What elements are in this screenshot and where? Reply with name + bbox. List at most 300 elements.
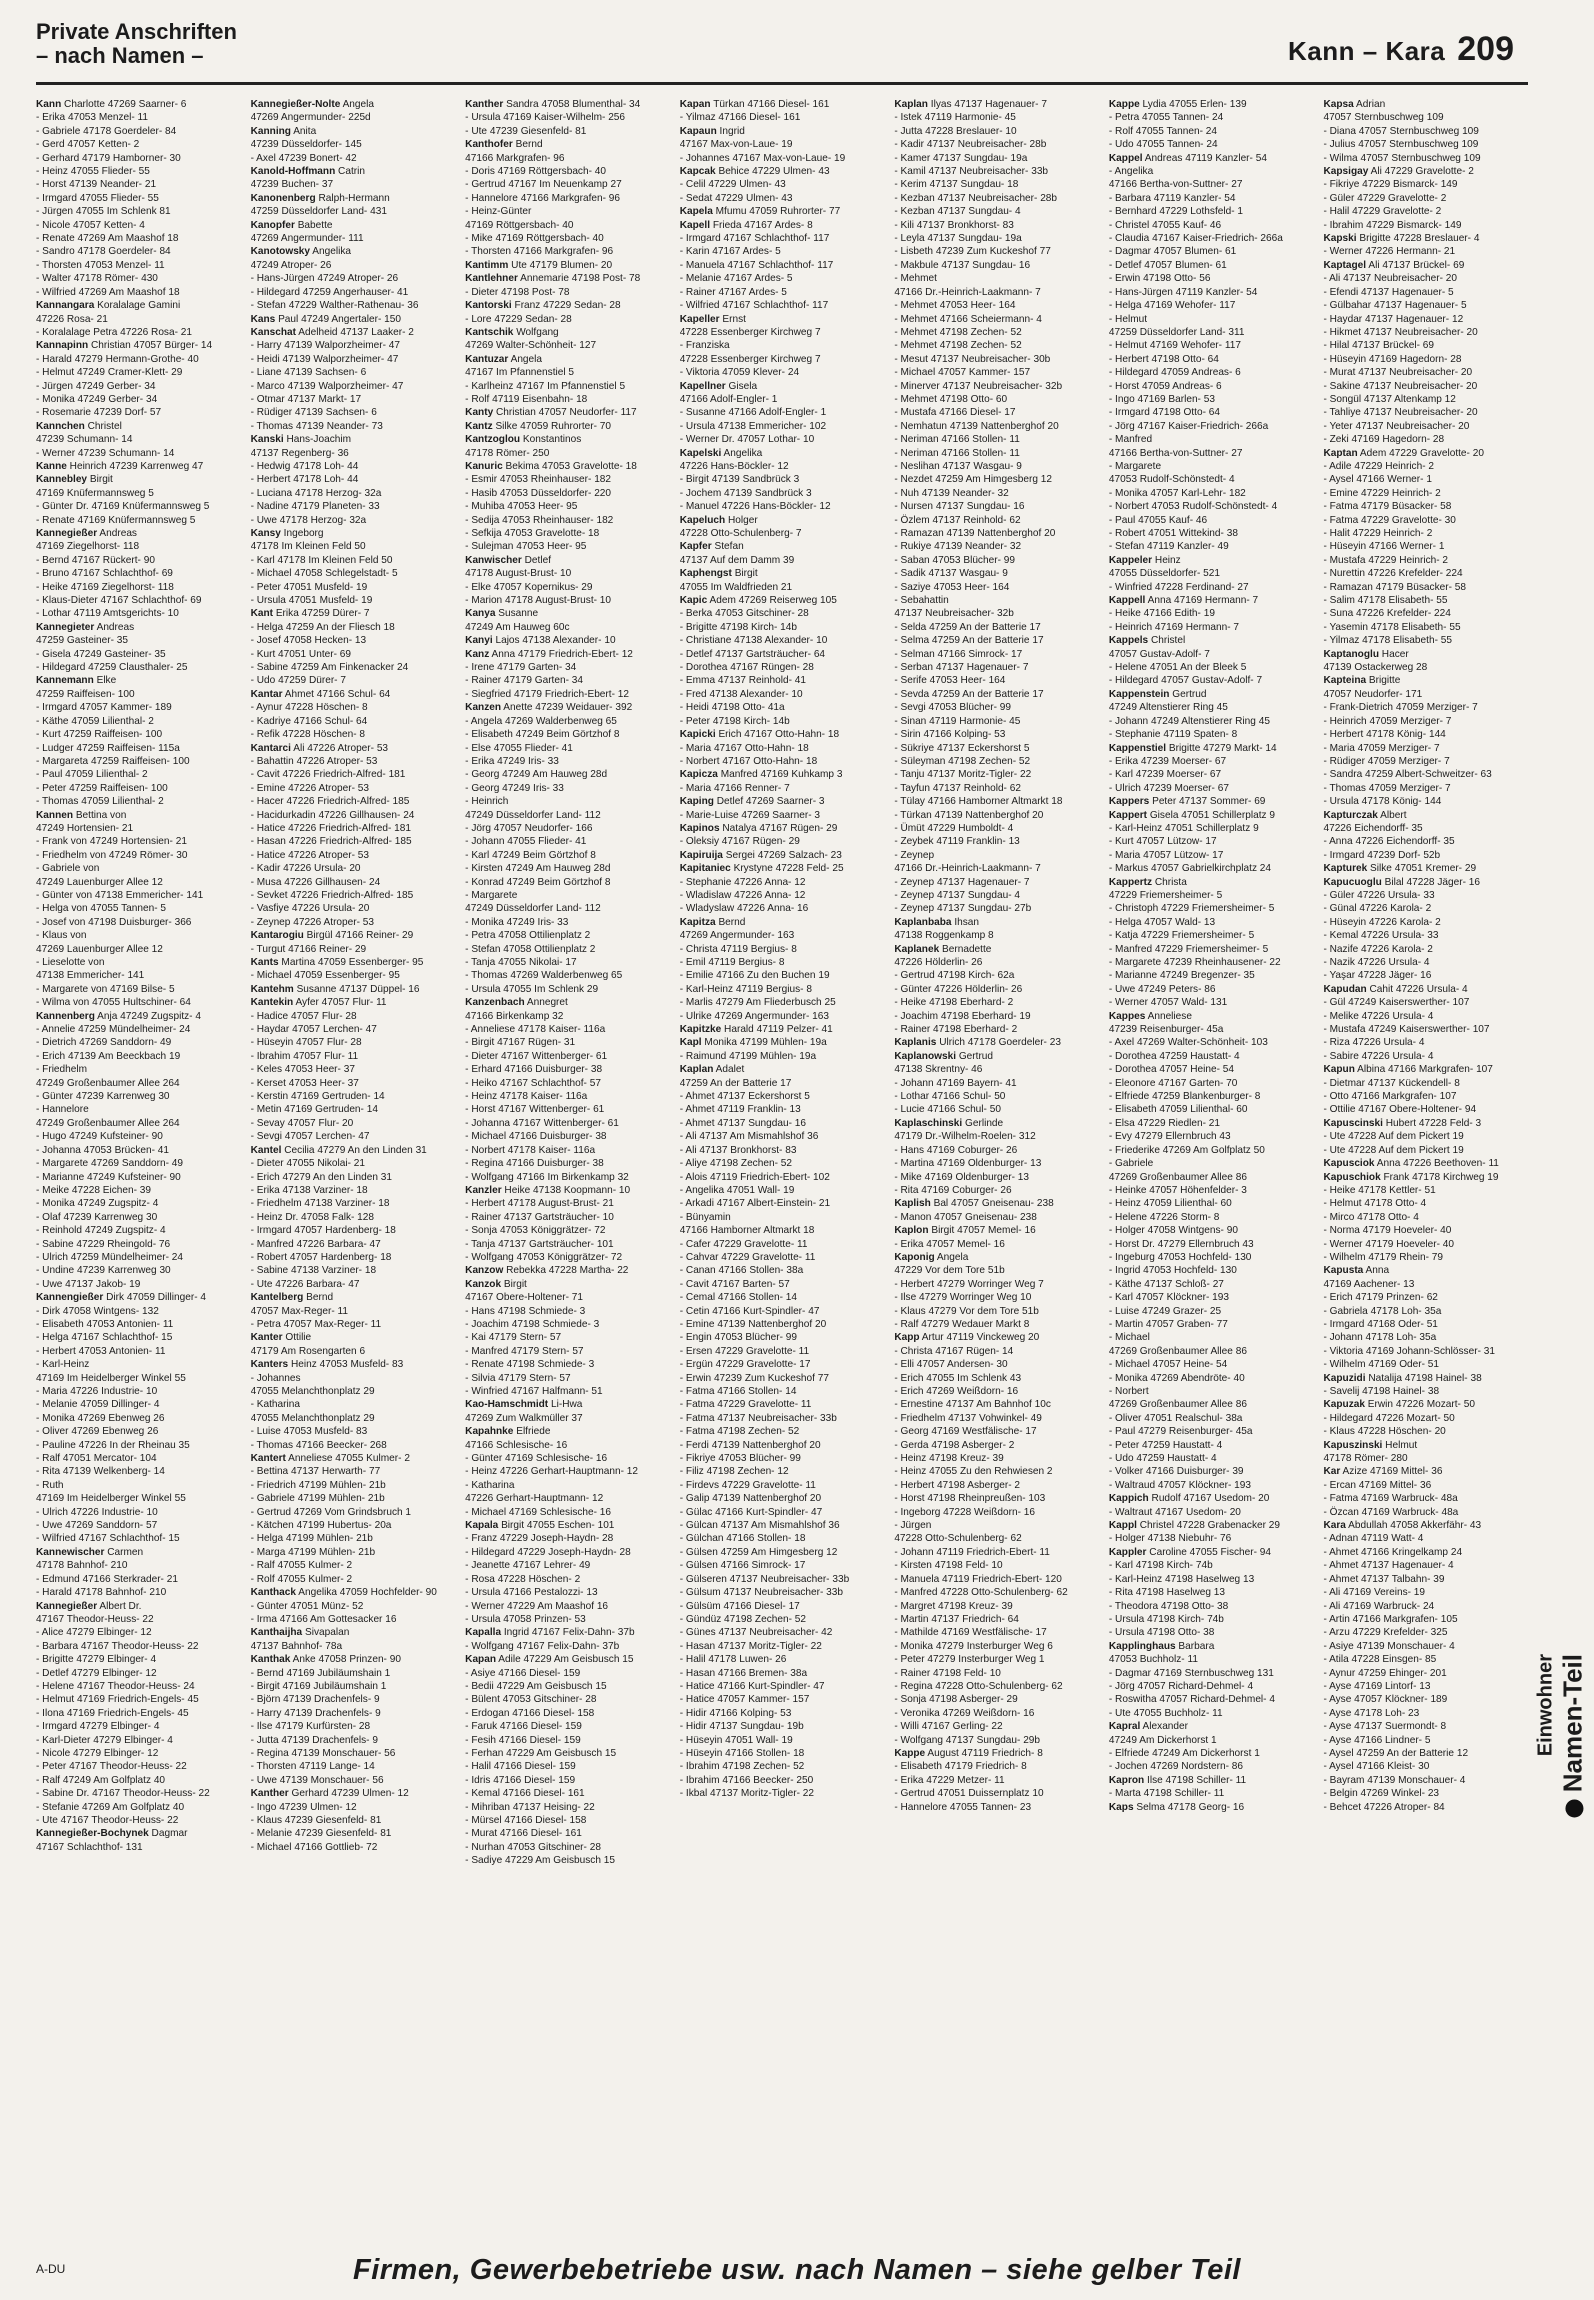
directory-columns [36,98,1528,2228]
directory-entry: - Axel 47239 Bonert- 42 [250,152,357,164]
directory-entry: - Adile 47229 Heinrich- 2 [1323,460,1435,472]
directory-entry: - Käthe 47137 Schloß- 27 [1108,1278,1224,1290]
directory-entry: Kanzler Heike 47138 Koopmann- 10 [465,1184,631,1196]
directory-entry: 47137 Auf dem Damm 39 [679,554,795,566]
directory-entry: - Stefan 47119 Kanzler- 49 [1108,541,1229,553]
directory-entry: - Gülac 47166 Kurt-Spindler- 47 [679,1506,823,1518]
directory-entry: - Paul 47059 Lilienthal- 2 [36,769,148,781]
directory-entry: - Alois 47119 Friedrich-Ebert- 102 [679,1171,830,1183]
directory-entry: Kapahnke Elfriede [465,1426,551,1438]
directory-entry: - Roswitha 47057 Richard-Dehmel- 4 [1108,1694,1275,1706]
directory-entry: - Elfriede 47249 Am Dickerhorst 1 [1108,1747,1260,1759]
directory-entry: - Ali 47137 Neubreisacher- 20 [1323,273,1458,285]
directory-column [1109,98,1314,2228]
directory-entry: - Ralf 47055 Kulmer- 2 [250,1560,353,1572]
directory-entry: Kapuscinski Hubert 47228 Feld- 3 [1323,1117,1482,1129]
directory-entry: Kannegießer Albert Dr. [36,1600,142,1612]
directory-entry: - Zeynep 47137 Hagenauer- 7 [894,876,1030,888]
directory-entry: 47229 Friemersheimer- 5 [1108,889,1223,901]
directory-entry: Kapucuoglu Bilal 47228 Jäger- 16 [1323,876,1480,888]
directory-entry: Kann Charlotte 47269 Saarner- 6 [36,99,187,110]
directory-entry: - Manfred [1108,434,1153,446]
directory-entry: - Vasfiye 47226 Ursula- 20 [250,903,370,915]
directory-entry: - Tahliye 47137 Neubreisacher- 20 [1323,407,1478,419]
directory-entry: Kaplish Bal 47057 Gneisenau- 238 [894,1198,1054,1210]
directory-entry: - Yilmaz 47178 Elisabeth- 55 [1323,635,1452,647]
directory-entry: - Uwe 47137 Jakob- 19 [36,1278,141,1290]
directory-entry: - Viktoria 47169 Johann-Schlösser- 31 [1323,1345,1495,1357]
directory-entry: - Martin 47057 Graben- 77 [1108,1318,1228,1330]
directory-entry: Kara Abdullah 47058 Akkerfähr- 43 [1323,1520,1482,1532]
directory-entry: - Sirin 47166 Kolping- 53 [894,729,1006,741]
directory-entry: 47169 Im Heidelberger Winkel 55 [36,1493,186,1505]
footer-code: A-DU [36,2262,66,2276]
directory-entry: - Kai 47179 Stern- 57 [465,1332,562,1344]
directory-entry: - Thorsten 47053 Menzel- 11 [36,259,165,271]
directory-entry: Kappenstein Gertrud [1108,688,1207,700]
directory-entry: - Hikmet 47137 Neubreisacher- 20 [1323,326,1478,338]
directory-entry: - Margarete [465,889,518,901]
directory-entry: - Süleyman 47198 Zechen- 52 [894,755,1031,767]
directory-entry: - Paul 47279 Reisenburger- 45a [1108,1426,1253,1438]
directory-entry: Kantar Ahmet 47166 Schul- 64 [250,688,391,700]
directory-entry: - Hüseyin 47057 Flur- 28 [250,1037,362,1049]
directory-entry: - Hacer 47226 Friedrich-Alfred- 185 [250,796,410,808]
directory-column [680,98,885,2228]
directory-entry: - Bernhard 47229 Lothsfeld- 1 [1108,206,1244,218]
directory-entry: - Ferhan 47229 Am Geisbusch 15 [465,1747,617,1759]
directory-entry: - Erika 47229 Metzer- 11 [894,1774,1005,1786]
directory-entry: - Martina 47169 Oldenburger- 13 [894,1158,1042,1170]
directory-entry: - Türkan 47139 Nattenberghof 20 [894,809,1044,821]
directory-entry: 47178 Im Kleinen Feld 50 [250,541,366,553]
side-tab-big-text [1557,1654,1588,1823]
directory-entry: Kantekin Ayfer 47057 Flur- 11 [250,997,387,1009]
directory-entry: - Erika 47053 Menzel- 11 [36,112,149,124]
directory-entry: - Herbert 47178 König- 144 [1323,729,1446,741]
directory-entry: 47166 Bertha-von-Suttner- 27 [1108,179,1243,191]
directory-column [465,98,670,2228]
directory-entry: - Mehmet 47166 Scheiermann- 4 [894,313,1042,325]
directory-entry: - Wilhelm 47169 Oder- 51 [1323,1359,1440,1371]
directory-entry: 47249 Am Hauweg 60c [465,621,570,633]
directory-entry: - Elli 47057 Andersen- 30 [894,1359,1008,1371]
directory-entry: - Asiye 47139 Monschauer- 4 [1323,1640,1455,1652]
directory-entry: - Ahmet 47137 Hagenauer- 4 [1323,1560,1454,1572]
directory-entry: - Rainer 47179 Garten- 34 [465,675,583,687]
directory-entry: - Käthe 47059 Lilienthal- 2 [36,715,154,727]
header-rule [36,82,1528,85]
directory-entry: - Hasib 47053 Düsseldorfer- 220 [465,487,612,499]
directory-entry: - Hatice 47226 Friedrich-Alfred- 181 [250,822,412,834]
directory-entry: Kappell Anna 47169 Hermann- 7 [1108,595,1259,607]
directory-entry: - Jochem 47139 Sandbrück 3 [679,487,812,499]
directory-entry: 47169 Röttgersbach- 40 [465,219,574,231]
directory-entry: 47057 Neudorfer- 171 [1323,688,1423,700]
directory-entry: 47269 Großenbaumer Allee 86 [1108,1399,1247,1411]
directory-entry: - Klaus 47239 Giesenfeld- 81 [250,1815,382,1826]
directory-entry: - Zeynep 47137 Sungdau- 27b [894,903,1032,915]
directory-entry: - Serife 47053 Heer- 164 [894,675,1006,687]
directory-entry: - Axel 47269 Walter-Schönheit- 103 [1108,1037,1268,1049]
directory-entry: - Nicole 47057 Ketten- 4 [36,219,145,231]
directory-entry: - Kurt 47051 Unter- 69 [250,648,352,660]
directory-entry: - Renate 47269 Am Maashof 18 [36,233,179,245]
directory-entry: - Renate 47198 Schmiede- 3 [465,1359,595,1371]
directory-entry: - Ute 47228 Auf dem Pickert 19 [1323,1144,1464,1156]
directory-entry: - Mehmet 47198 Otto- 60 [894,393,1008,405]
directory-entry: - Emine 47226 Atroper- 53 [250,782,369,794]
directory-entry: - Norma 47179 Hoeveler- 40 [1323,1225,1452,1237]
directory-entry: - Herbert 47279 Worringer Weg 7 [894,1278,1044,1290]
directory-entry: - Ahmet 47166 Kringelkamp 24 [1323,1546,1463,1558]
directory-entry: - Helga 47199 Mühlen- 21b [250,1533,373,1545]
directory-entry: - Heinrich 47169 Hermann- 7 [1108,621,1240,633]
directory-entry: Kaps Selma 47178 Georg- 16 [1108,1801,1245,1813]
directory-entry: - Karlheinz 47167 Im Pfannenstiel 5 [465,380,626,392]
directory-entry: - Ralf 47279 Wedauer Markt 8 [894,1318,1030,1330]
directory-entry: - Herbert 47178 Loh- 44 [250,474,359,486]
directory-entry: - Jürgen [894,1520,932,1532]
directory-entry: - Ibrahim 47229 Bismarck- 149 [1323,219,1462,231]
directory-entry: - Birgit 47139 Sandbrück 3 [679,474,800,486]
directory-entry: Kannen Bettina von [36,809,127,821]
directory-entry: - Christiane 47138 Alexander- 10 [679,635,828,647]
directory-entry: - Ulrich 47226 Industrie- 10 [36,1506,158,1518]
directory-entry: 47259 Gasteiner- 35 [36,635,129,647]
directory-entry: - Joachim 47198 Schmiede- 3 [465,1318,600,1330]
directory-entry: - Stephanie 47119 Spaten- 8 [1108,729,1238,741]
name-range: Kann – Kara [1288,36,1446,66]
directory-entry: - Horst Dr. 47279 Ellernbruch 43 [1108,1238,1254,1250]
directory-entry: - Gülseren 47137 Neubreisacher- 33b [679,1573,850,1585]
directory-entry: - Klaus-Dieter 47167 Schlachthof- 69 [36,595,202,607]
directory-entry: - Lothar 47166 Schul- 50 [894,1091,1006,1103]
directory-entry: - Hannelore 47166 Markgrafen- 96 [465,192,621,204]
directory-entry: - Johann 47249 Altenstierer Ring 45 [1108,715,1270,727]
directory-entry: - Manuela 47167 Schlachthof- 117 [679,259,834,271]
directory-entry: Kanthack Angelika 47059 Hochfelder- 90 [250,1587,437,1599]
page-title-line-1: Private Anschriften [36,19,237,44]
directory-entry: - Zeynep 47137 Sungdau- 4 [894,889,1021,901]
directory-entry: - Tülay 47166 Hamborner Altmarkt 18 [894,796,1063,808]
directory-entry: - Brigitte 47279 Elbinger- 4 [36,1654,157,1666]
directory-entry: - Kezban 47137 Neubreisacher- 28b [894,192,1058,204]
directory-entry: - Fred 47138 Alexander- 10 [679,688,803,700]
directory-entry: Kantuzar Angela [465,353,543,365]
directory-entry: - Margarete von 47169 Bilse- 5 [36,983,175,995]
directory-entry: - Mürsel 47166 Diesel- 158 [465,1815,587,1826]
directory-column [36,98,241,2228]
directory-entry: 47169 Aachener- 13 [1323,1278,1415,1290]
directory-entry: 47226 Rosa- 21 [36,313,108,325]
directory-entry: - Erwin 47239 Zum Kuckeshof 77 [679,1372,829,1384]
directory-entry: - Haydar 47057 Lerchen- 47 [250,1024,377,1036]
directory-entry: Kannapinn Christian 47057 Bürger- 14 [36,340,213,352]
directory-entry: - Erika 47138 Varziner- 18 [250,1184,368,1196]
directory-entry: - Dorothea 47167 Rüngen- 28 [679,662,814,674]
directory-entry: - Günal 47226 Karola- 2 [1323,903,1432,915]
directory-entry: Kapelski Angelika [679,447,763,459]
directory-entry: - Werner 47057 Wald- 131 [1108,997,1228,1009]
directory-entry: - Kili 47137 Bronkhorst- 83 [894,219,1014,231]
directory-entry: - Karin 47167 Ardes- 5 [679,246,781,258]
directory-entry: - Günter von 47138 Emmericher- 141 [36,889,204,901]
directory-entry: - Ingo 47169 Barlen- 53 [1108,393,1215,405]
directory-entry: - Saban 47053 Blücher- 99 [894,554,1015,566]
directory-entry: - Ibrahim 47057 Flur- 11 [250,1050,359,1062]
directory-entry: Kapicki Erich 47167 Otto-Hahn- 18 [679,729,840,741]
directory-entry: - Mustafa 47249 Kaiserswerther- 107 [1323,1024,1490,1036]
directory-entry: - Bülent 47053 Gitschiner- 28 [465,1694,597,1706]
directory-entry: Kapaun Ingrid [679,125,745,137]
directory-entry: - Sevda 47259 An der Batterie 17 [894,688,1044,700]
directory-entry: - Berka 47053 Gitschiner- 28 [679,608,809,620]
directory-entry: - Nazik 47226 Ursula- 4 [1323,957,1430,968]
directory-entry: - Fatma 47137 Neubreisacher- 33b [679,1412,837,1424]
directory-entry: - Alice 47279 Elbinger- 12 [36,1627,152,1639]
directory-entry: - Johann 47178 Loh- 35a [1323,1332,1437,1344]
directory-entry: - Ercan 47169 Mittel- 36 [1323,1479,1432,1491]
directory-entry: Kapcak Behice 47229 Ulmen- 43 [679,166,830,178]
directory-entry: Kantz Silke 47059 Ruhrorter- 70 [465,420,612,432]
directory-entry: - Monika 47249 Gerber- 34 [36,393,158,405]
directory-entry: - Michael 47166 Duisburger- 38 [465,1131,607,1143]
directory-entry: - Gertrud 47269 Vom Grindsbruch 1 [250,1506,412,1518]
directory-entry: - Sulejman 47053 Heer- 95 [465,541,587,553]
directory-entry: - Bahattin 47226 Atroper- 53 [250,755,378,767]
directory-entry: - Lieselotte von [36,957,105,968]
directory-entry: - Fatma 47169 Warbruck- 48a [1323,1493,1458,1505]
directory-entry: 47169 Ziegelhorst- 118 [36,541,140,553]
directory-entry: Kapski Brigitte 47228 Breslauer- 4 [1323,233,1480,245]
directory-entry: - Herbert 47198 Otto- 64 [1108,353,1219,365]
directory-entry: - Hannelore [36,1104,89,1116]
directory-entry: Kapturek Silke 47051 Kremer- 29 [1323,863,1477,875]
directory-entry: - Wilfried 47167 Schlachthof- 15 [36,1533,180,1545]
directory-entry: - Mehmet [894,273,937,285]
directory-entry: 47166 Dr.-Heinrich-Laakmann- 7 [894,863,1041,875]
directory-entry: - Wolfgang 47167 Felix-Dahn- 37b [465,1640,620,1652]
directory-entry: - Angela 47269 Walderbenweg 65 [465,715,617,727]
directory-entry: - Kerstin 47169 Gertruden- 14 [250,1091,385,1103]
directory-entry: - Marta 47198 Schiller- 11 [1108,1788,1225,1800]
directory-entry: - Ahmet 47137 Sungdau- 16 [679,1117,806,1129]
directory-entry: - Wilma 47057 Sternbuschweg 109 [1323,152,1481,164]
directory-entry: - Hatice 47166 Kurt-Spindler- 47 [679,1680,825,1692]
directory-entry: - Yaşar 47228 Jäger- 16 [1323,970,1432,982]
directory-entry: - Friedrich 47199 Mühlen- 21b [250,1479,386,1491]
directory-entry: Kappels Christel [1108,635,1186,647]
directory-entry: - Gertrud 47051 Duissernplatz 10 [894,1788,1044,1800]
directory-entry: Kapplinghaus Barbara [1108,1640,1215,1652]
directory-entry: Kannchen Christel [36,420,122,432]
directory-entry: 47228 Otto-Schulenberg- 7 [679,528,802,539]
directory-entry: - Nursen 47137 Sungdau- 16 [894,501,1025,513]
directory-entry: - Marianne 47249 Bregenzer- 35 [1108,970,1255,982]
directory-entry: - Claudia 47167 Kaiser-Friedrich- 266a [1108,233,1283,245]
directory-entry: - Dieter 47055 Nikolai- 21 [250,1158,366,1170]
directory-entry: - Dieter 47167 Wittenberger- 61 [465,1050,608,1062]
directory-entry: - Günter 47239 Karrenweg 30 [36,1091,170,1103]
directory-entry: - Angelika 47051 Wall- 19 [679,1184,795,1196]
directory-entry: Kapan Türkan 47166 Diesel- 161 [679,99,830,110]
directory-entry: - Elke 47057 Kopernikus- 29 [465,581,593,593]
directory-entry: Kapsa Adrian [1323,99,1386,110]
directory-entry: - Else 47055 Flieder- 41 [465,742,573,754]
directory-entry: Kanthaijha Sivapalan [250,1627,350,1639]
directory-entry: - Gülbahar 47137 Hagenauer- 5 [1323,300,1467,312]
directory-entry: - Horst 47167 Wittenberger- 61 [465,1104,605,1116]
directory-entry: Kanopfer Babette [250,219,333,231]
directory-entry: - Michael 47166 Gottlieb- 72 [250,1841,378,1853]
directory-entry: - Mike 47169 Röttgersbach- 40 [465,233,604,245]
directory-entry: - Michael [1108,1332,1150,1344]
directory-entry: - Koralalage Petra 47226 Rosa- 21 [36,326,192,338]
directory-entry: - Irmgard 47198 Otto- 64 [1108,407,1220,419]
directory-entry: - Ottilie 47167 Obere-Holtener- 94 [1323,1104,1477,1116]
directory-entry: - Irmgard 47239 Dorf- 52b [1323,849,1441,861]
directory-entry: Kanschat Adelheid 47137 Laaker- 2 [250,326,414,338]
directory-entry: - Monika 47057 Karl-Lehr- 182 [1108,487,1246,499]
directory-entry: - Klaus 47228 Höschen- 20 [1323,1426,1446,1438]
directory-entry: - Ayse 47169 Lintorf- 13 [1323,1680,1431,1692]
directory-entry: - Helmut 47249 Cramer-Klett- 29 [36,367,183,379]
directory-entry: - Halit 47229 Heinrich- 2 [1323,528,1433,539]
directory-entry: - Kadriye 47166 Schul- 64 [250,715,368,727]
directory-entry: - Gertrud 47198 Kirch- 62a [894,970,1015,982]
directory-entry: - Erich 47139 Am Beeckbach 19 [36,1050,181,1062]
directory-entry: - Heiko 47167 Schlachthof- 57 [465,1077,601,1089]
directory-entry: - Gabriela 47178 Loh- 35a [1323,1305,1442,1317]
directory-entry: - Ingeborg 47228 Weißdorn- 16 [894,1506,1035,1518]
directory-entry: - Heinz 47178 Kaiser- 116a [465,1091,588,1103]
directory-entry: - Elisabeth 47059 Lilienthal- 60 [1108,1104,1248,1116]
directory-entry: - Rüdiger 47139 Sachsen- 6 [250,407,377,419]
directory-entry: - Udo 47259 Dürer- 7 [250,675,346,687]
directory-entry: 47269 Angermunder- 163 [679,930,795,942]
directory-entry: - Günes 47137 Neubreisacher- 42 [679,1627,833,1639]
directory-entry: - Theodora 47198 Otto- 38 [1108,1600,1229,1612]
directory-entry: Kannegießer Andreas [36,528,137,539]
directory-entry: - Erhard 47166 Duisburger- 38 [465,1064,603,1076]
directory-entry: - Irmgard 47057 Hardenberg- 18 [250,1225,396,1237]
directory-entry: 47249 Lauenburger Allee 12 [36,876,163,888]
directory-entry: Kapuzak Erwin 47226 Mozart- 50 [1323,1399,1475,1411]
directory-entry: - Sevket 47226 Friedrich-Alfred- 185 [250,889,414,901]
directory-entry: - Mesut 47137 Neubreisacher- 30b [894,353,1051,365]
directory-entry: - Manfred 47226 Barbara- 47 [250,1238,381,1250]
directory-entry: Kants Martina 47059 Essenberger- 95 [250,957,424,968]
directory-entry: - Dieter 47198 Post- 78 [465,286,570,298]
directory-entry: - Özcan 47169 Warbruck- 48a [1323,1506,1459,1518]
directory-entry: - Firdevs 47229 Gravelotte- 11 [679,1479,816,1491]
directory-entry: - Ibrahim 47166 Beecker- 250 [679,1774,814,1786]
directory-entry: - Gabriele [1108,1158,1154,1170]
directory-entry: - Serban 47137 Hagenauer- 7 [894,662,1029,674]
directory-entry: - Esmir 47053 Rheinhauser- 182 [465,474,612,486]
directory-entry: 47053 Buchholz- 11 [1108,1654,1198,1666]
directory-entry: - Hasan 47166 Bremen- 38a [679,1667,808,1679]
directory-entry: - Luise 47249 Grazer- 25 [1108,1305,1222,1317]
directory-entry: Kappler Caroline 47055 Fischer- 94 [1108,1546,1272,1558]
directory-entry: - Sükriye 47137 Eckershorst 5 [894,742,1030,754]
directory-entry: - Julius 47057 Sternbuschweg 109 [1323,139,1479,151]
directory-entry: - Tanja 47137 Gartsträucher- 101 [465,1238,614,1250]
directory-entry: - Björn 47139 Drachenfels- 9 [250,1694,380,1706]
directory-entry: - Minerver 47137 Neubreisacher- 32b [894,380,1063,392]
directory-entry: - Helga 47057 Wald- 13 [1108,916,1216,928]
directory-entry: - Renate 47169 Knüfermannsweg 5 [36,514,196,526]
directory-entry: - Günter Dr. 47169 Knüfermannsweg 5 [36,501,210,513]
directory-entry: - Fesih 47166 Diesel- 159 [465,1734,581,1746]
directory-entry: - Emil 47119 Bergius- 8 [679,957,785,968]
directory-entry: - Oliver 47051 Realschul- 38a [1108,1412,1243,1424]
directory-entry: Kaplanowski Gertrud [894,1050,994,1062]
directory-entry: - Norbert 47178 Kaiser- 116a [465,1144,596,1156]
directory-entry: - Ayse 47057 Klöckner- 189 [1323,1694,1448,1706]
directory-entry: 47269 Lauenburger Allee 12 [36,943,163,955]
directory-entry: - Johann 47055 Flieder- 41 [465,836,587,848]
directory-entry: - Michael 47169 Schlesische- 16 [465,1506,612,1518]
directory-entry: - Thomas 47139 Neander- 73 [250,420,383,432]
side-tab-label [1534,1654,1588,1823]
directory-entry: - Aliye 47198 Zechen- 52 [679,1158,792,1170]
directory-entry: - Raimund 47199 Mühlen- 19a [679,1050,817,1062]
directory-entry: Kapinos Natalya 47167 Rügen- 29 [679,822,838,834]
page-title [36,20,237,68]
directory-entry: - Helga 47169 Wehofer- 117 [1108,300,1236,312]
directory-entry: - Gabriele 47199 Mühlen- 21b [250,1493,385,1505]
directory-entry: Kannengießer Dirk 47059 Dillinger- 4 [36,1292,206,1304]
directory-entry: - Helga von 47055 Tannen- 5 [36,903,167,915]
directory-entry: - Ulrike 47269 Angermunder- 163 [679,1010,829,1022]
directory-entry: - Heidi 47139 Walporzheimer- 47 [250,353,399,365]
directory-entry: - Karl 47178 Im Kleinen Feld 50 [250,554,393,566]
directory-entry: - Peter 47198 Kirch- 14b [679,715,790,727]
directory-entry: - Kezban 47137 Sungdau- 4 [894,206,1021,218]
directory-entry: - Evy 47279 Ellernbruch 43 [1108,1131,1231,1143]
directory-entry: 47166 Birkenkamp 32 [465,1010,564,1022]
directory-entry: - Eleonore 47167 Garten- 70 [1108,1077,1238,1089]
directory-entry: - Haydar 47137 Hagenauer- 12 [1323,313,1464,325]
directory-entry: - Rolf 47055 Kulmer- 2 [250,1573,353,1585]
directory-entry: - Uwe 47249 Peters- 86 [1108,983,1216,995]
directory-entry: - Robert 47057 Hardenberg- 18 [250,1251,392,1263]
directory-entry: Kanski Hans-Joachim [250,434,352,446]
directory-entry: - Kadir 47226 Ursula- 20 [250,863,361,875]
directory-entry: - Kamer 47137 Sungdau- 19a [894,152,1028,164]
directory-entry: - Heinz 47226 Gerhart-Hauptmann- 12 [465,1466,638,1478]
directory-entry: - Pauline 47226 In der Rheinau 35 [36,1439,190,1451]
directory-entry: - Helga 47259 An der Fliesch 18 [250,621,395,633]
directory-entry: Kapell Frieda 47167 Ardes- 8 [679,219,813,231]
directory-entry: - Frank-Dietrich 47059 Merziger- 7 [1323,702,1478,714]
directory-entry: - Heike 47198 Eberhard- 2 [894,997,1014,1009]
directory-entry: - Helene 47226 Storm- 8 [1108,1211,1220,1223]
directory-entry: Kannewischer Carmen [36,1546,144,1558]
directory-entry: - Ayse 47178 Loh- 23 [1323,1707,1420,1719]
directory-entry: - Erich 47279 An den Linden 31 [250,1171,392,1183]
directory-entry: - Maria 47057 Lützow- 17 [1108,849,1224,861]
directory-entry: - Georg 47249 Am Hauweg 28d [465,769,608,781]
directory-entry: Kappers Peter 47137 Sommer- 69 [1108,796,1266,808]
directory-entry: - Josef 47058 Hecken- 13 [250,635,367,647]
directory-entry: - Gülsum 47137 Neubreisacher- 33b [679,1587,844,1599]
directory-entry: - Ute 47226 Barbara- 47 [250,1278,360,1290]
directory-entry: - Refik 47228 Höschen- 8 [250,729,366,741]
directory-entry: - Atila 47228 Einsgen- 85 [1323,1654,1437,1666]
